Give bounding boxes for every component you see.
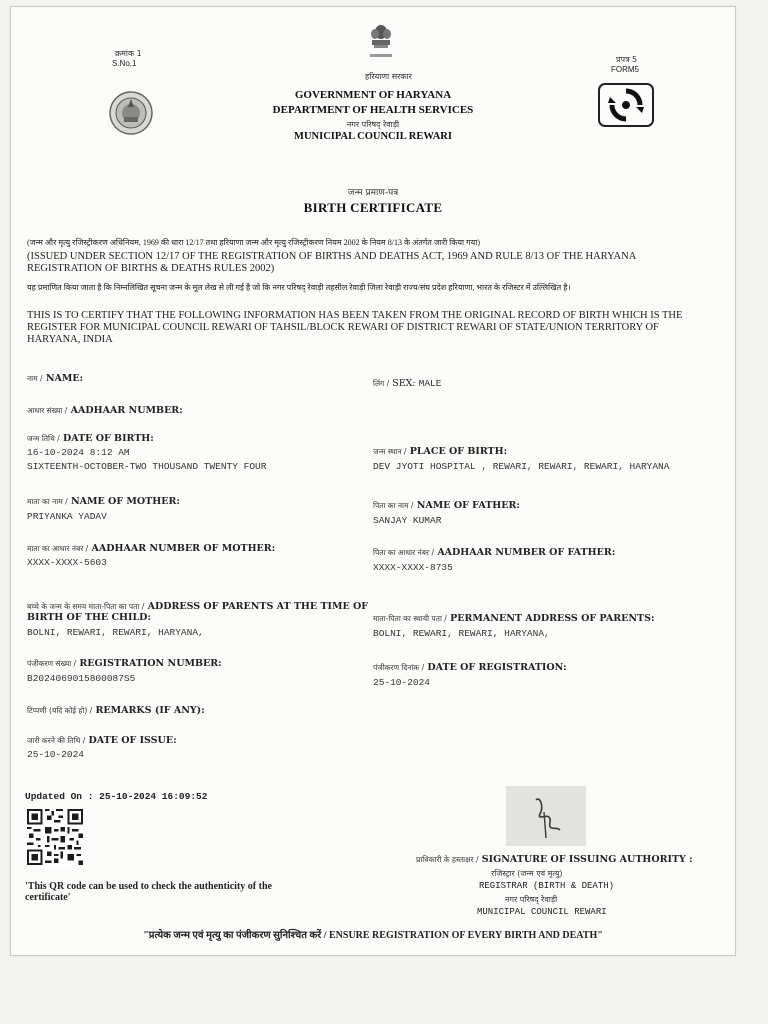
mother-name-label xyxy=(27,496,180,507)
birth-address-label-english: ADDRESS OF PARENTS AT THE TIME OF xyxy=(147,601,369,612)
registration-number-label-english: REGISTRATION NUMBER: xyxy=(79,658,222,669)
name-label xyxy=(27,373,83,384)
pob-label xyxy=(373,446,507,457)
father-name-label-english: NAME OF FATHER: xyxy=(416,500,520,511)
council-hindi: नगर परिषद् रेवाड़ी xyxy=(346,120,400,129)
registrar-hindi: रजिस्ट्रार (जन्म एवं मृत्यु) xyxy=(491,869,563,878)
signature-image xyxy=(506,786,586,846)
aadhaar-label-hindi: आधार संख्या / xyxy=(27,406,68,415)
mother-name-label-english: NAME OF MOTHER: xyxy=(70,496,180,507)
department-title: DEPARTMENT OF HEALTH SERVICES xyxy=(272,104,474,116)
issued-under-hindi: (जन्म और मृत्यु रजिस्ट्रीकरण अधिनियम, 1969 की धारा 12/17 तथा हरियाणा जन्म और मृत्यु रजिस्ट्रीकरण नियम 2002 के नियम 8/13 के अंतर्गत जारी किया गया) xyxy=(27,238,480,247)
crs-logo-icon xyxy=(598,83,654,127)
registration-date-value: 25-10-2024 xyxy=(373,677,431,688)
state-hindi: हरियाणा सरकार xyxy=(365,72,412,81)
form-hindi: प्रपत्र 5 xyxy=(616,55,638,64)
qr-note-line1: 'This QR code can be used to check the authenticity of the xyxy=(25,881,272,892)
sex-value: MALE xyxy=(418,378,442,389)
birth-address-label xyxy=(27,601,368,612)
father-aadhaar-label xyxy=(373,547,615,558)
aadhaar-label-english: AADHAAR NUMBER: xyxy=(70,405,183,416)
dob-label-english: DATE OF BIRTH: xyxy=(63,433,154,444)
issue-date-value: 25-10-2024 xyxy=(27,749,85,760)
dob-label xyxy=(27,433,154,444)
pob-value: DEV JYOTI HOSPITAL , REWARI, REWARI, REWARI, HARYANA xyxy=(373,461,670,472)
registration-date-label-english: DATE OF REGISTRATION: xyxy=(427,662,567,673)
registration-number-label-hindi: पंजीकरण संख्या / xyxy=(27,659,77,668)
remarks-label xyxy=(27,705,205,716)
mother-name-value: PRIYANKA YADAV xyxy=(27,511,107,522)
registrar-english: REGISTRAR (BIRTH & DEATH) xyxy=(479,881,615,891)
registration-date-label-hindi: पंजीकरण दिनांक / xyxy=(373,663,425,672)
mother-aadhaar-value: XXXX-XXXX-5603 xyxy=(27,557,107,568)
sex-label xyxy=(373,378,441,389)
mother-aadhaar-label-hindi: माता का आधार नंबर / xyxy=(27,544,89,553)
dob-label-hindi: जन्म तिथि / xyxy=(27,434,60,443)
issuing-council-english: MUNICIPAL COUNCIL REWARI xyxy=(477,907,607,917)
registration-number-label xyxy=(27,658,222,669)
name-label-hindi: नाम / xyxy=(27,374,43,383)
aadhaar-label xyxy=(27,405,183,416)
mother-aadhaar-label-english: AADHAAR NUMBER OF MOTHER: xyxy=(91,543,276,554)
registration-date-label xyxy=(373,662,566,673)
serial-hindi: क्रमांक 1 xyxy=(115,49,142,58)
father-name-label-hindi: पिता का नाम / xyxy=(373,501,414,510)
certificate-sheet xyxy=(10,6,736,956)
issue-date-label-english: DATE OF ISSUE: xyxy=(88,735,177,746)
father-aadhaar-label-hindi: पिता का आधार नंबर / xyxy=(373,548,434,557)
issue-date-label-hindi: जारी करने की तिथि / xyxy=(27,736,86,745)
father-name-value: SANJAY KUMAR xyxy=(373,515,442,526)
sex-label-english: SEX: xyxy=(392,378,416,389)
national-emblem-icon xyxy=(368,23,394,61)
pob-label-hindi: जन्म स्थान / xyxy=(373,447,407,456)
permanent-address-value: BOLNI, REWARI, REWARI, HARYANA, xyxy=(373,628,550,639)
registration-slogan: "प्रत्येक जन्म एवं मृत्यु का पंजीकरण सुनिश्चित करें / ENSURE REGISTRATION OF EVERY BIRTH AND DEATH" xyxy=(143,930,603,941)
serial-number: S.No.1 xyxy=(112,59,137,68)
pob-label-english: PLACE OF BIRTH: xyxy=(409,446,508,457)
father-aadhaar-label-english: AADHAAR NUMBER OF FATHER: xyxy=(437,547,616,558)
certify-english: THIS IS TO CERTIFY THAT THE FOLLOWING INFORMATION HAS BEEN TAKEN FROM THE ORIGINAL RECORD OF BIRTH WHICH IS THE REGISTER FOR MUNICIPAL COUNCIL REWARI OF TAHSIL/BLOCK REWARI OF DISTRICT REWARI OF STATE/UNION TERRITORY OF HARYANA, INDIA xyxy=(27,310,683,345)
remarks-label-english: REMARKS (IF ANY): xyxy=(95,705,205,716)
permanent-address-label xyxy=(373,613,655,624)
qr-code-icon[interactable] xyxy=(27,809,83,865)
issuing-council-hindi: नगर परिषद् रेवाड़ी xyxy=(505,895,558,904)
registration-number-value: B2024069015800087S5 xyxy=(27,673,136,684)
birth-address-label-hindi: बच्चे के जन्म के समय माता-पिता का पता / xyxy=(27,602,145,611)
form-number: FORM5 xyxy=(611,65,639,74)
title-hindi: जन्म प्रमाण-पत्र xyxy=(347,188,399,198)
permanent-address-label-english: PERMANENT ADDRESS OF PARENTS: xyxy=(450,613,655,624)
government-title: GOVERNMENT OF HARYANA xyxy=(294,89,452,101)
issued-under-english: (ISSUED UNDER SECTION 12/17 OF THE REGISTRATION OF BIRTHS AND DEATHS ACT, 1969 AND RULE 8/13 OF THE HARYANA REGISTRATION OF BIRTHS & DEATHS RULES 2002) xyxy=(27,251,636,274)
signature-scribble-icon xyxy=(506,786,586,846)
sex-label-hindi: लिंग / xyxy=(373,379,390,388)
birth-address-value: BOLNI, REWARI, REWARI, HARYANA, xyxy=(27,627,204,638)
mother-name-label-hindi: माता का नाम / xyxy=(27,497,68,506)
issue-date-label xyxy=(27,735,177,746)
dob-value: 16-10-2024 8:12 AM xyxy=(27,447,130,458)
updated-on: Updated On : 25-10-2024 16:09:52 xyxy=(25,791,208,802)
name-label-english: NAME: xyxy=(45,373,84,384)
council-title: MUNICIPAL COUNCIL REWARI xyxy=(294,131,452,142)
father-aadhaar-value: XXXX-XXXX-8735 xyxy=(373,562,453,573)
signature-label-english: SIGNATURE OF ISSUING AUTHORITY : xyxy=(481,854,693,865)
qr-note-line2: certificate' xyxy=(25,892,71,903)
birth-address-label-line2: BIRTH OF THE CHILD: xyxy=(27,612,151,623)
certificate-title: BIRTH CERTIFICATE xyxy=(303,200,443,215)
permanent-address-label-hindi: माता-पिता का स्थायी पता / xyxy=(373,614,447,623)
certify-hindi: यह प्रमाणित किया जाता है कि निम्नलिखित सूचना जन्म के मूल लेख से ली गई है जो कि नगर परिषद् रेवाड़ी तहसील रेवाड़ी जिला रेवाड़ी राज्य/संघ प्रदेश हरियाणा, भारत के रजिस्टर में उल्लिखित है। xyxy=(27,283,571,292)
remarks-label-hindi: टिप्पणी (यदि कोई हो) / xyxy=(27,706,93,715)
father-name-label xyxy=(373,500,520,511)
signature-label-hindi: प्राधिकारी के हस्ताक्षर / xyxy=(416,855,479,864)
mother-aadhaar-label xyxy=(27,543,275,554)
dob-in-words: SIXTEENTH-OCTOBER-TWO THOUSAND TWENTY FOUR xyxy=(27,461,267,472)
signature-label xyxy=(416,854,693,865)
